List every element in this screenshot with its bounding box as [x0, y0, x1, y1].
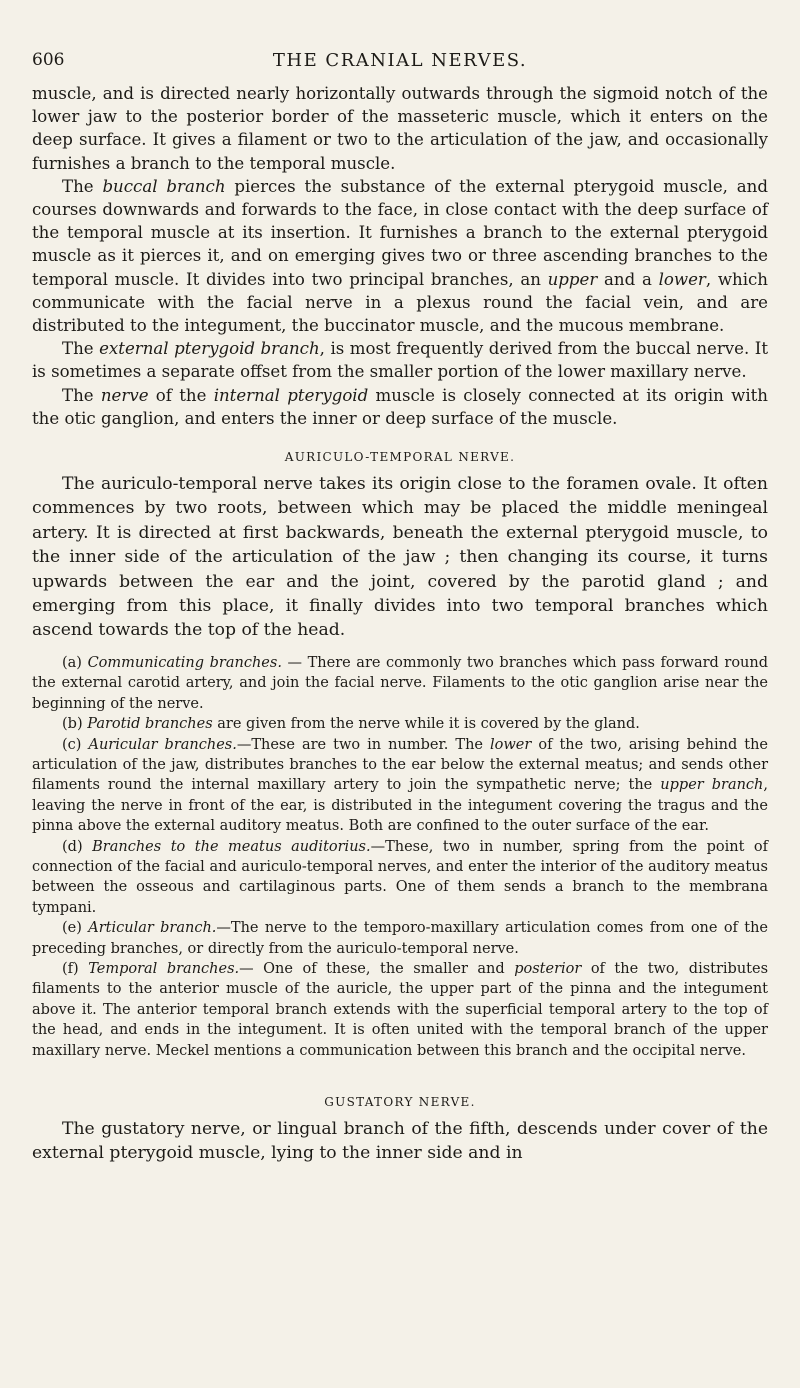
page [32, 50, 768, 1166]
gustatory-heading: GUSTATORY NERVE. [324, 1095, 476, 1110]
gustatory-intro: The gustatory nerve, or lingual branch of the fifth, descends under cover of the external pterygoid muscle, lying to the inner side and in [32, 1119, 768, 1164]
branch-e-paragraph: (e) Articular branch.—The nerve to the temporo-maxillary articulation comes from one of the preceding branches, or directly from the auriculo-temporal nerve. [32, 920, 768, 957]
masseteric-paragraph: muscle, and is directed nearly horizontally outwards through the sigmoid notch of the lower jaw to the posterior border of the masseteric muscle, which it enters on the deep surface. It gives a filament or two to the articulation of the jaw, and occasionally furnishes a branch to the temporal muscle. [32, 84, 768, 173]
branch-a-paragraph: (a) Communicating branches. — There are commonly two branches which pass forward round the external carotid artery, and join the facial nerve. Filaments to the otic ganglion arise near the beginning of the nerve. [32, 654, 769, 712]
internal-pterygoid-paragraph: The nerve of the internal pterygoid muscle is closely connected at its origin with the otic ganglion, and enters the inner or deep surface of the muscle. [32, 385, 768, 428]
auriculo-temporal-heading: AURICULO-TEMPORAL NERVE. [284, 450, 516, 465]
branch-b-paragraph: (b) Parotid branches are given from the nerve while it is covered by the gland. [62, 716, 640, 733]
branch-f-paragraph: (f) Temporal branches.— One of these, the smaller and posterior of the two, distributes filaments to the anterior muscle of the auricle, the upper part of the pinna and the integument above it. The anterior temporal branch extends with the superficial temporal artery to the top of the head, and ends in the integument. It is often united with the temporal branch of the upper maxillary nerve. Meckel mentions a communication between this branch and the occipital nerve. [32, 960, 769, 1059]
running-head: THE CRANIAL NERVES. [272, 50, 528, 71]
branch-c-paragraph: (c) Auricular branches.—These are two in number. The lower of the two, arising behind the articulation of the jaw, distributes branches to the ear below the external meatus; and sends other filaments round the internal maxillary artery to join the sympathetic nerve; the upper branch, leaving the nerve in front of the ear, is distributed in the integument covering the tragus and the pinna above the external auditory meatus. Both are confined to the outer surface of the ear. [32, 736, 769, 835]
external-pterygoid-term: external pterygoid branch [99, 339, 320, 359]
page-header [32, 50, 768, 82]
external-pterygoid-paragraph: The external pterygoid branch, is most frequently derived from the buccal nerve. It is sometimes a separate offset from the smaller portion of the lower maxillary nerve. [32, 339, 768, 382]
page-number: 606 [32, 50, 65, 70]
buccal-paragraph: The buccal branch pierces the substance of the external pterygoid muscle, and courses downwards and forwards to the face, in close contact with the deep surface of the temporal muscle at its insertion. It furnishes a branch to the external pterygoid muscle as it pierces it, and on emerging gives two or three ascending branches to the temporal muscle. It divides into two principal branches, an upper and a lower, which communicate with the facial nerve in a plexus round the facial vein, and are distributed to the integument, the buccinator muscle, and the mucous membrane. [32, 176, 768, 336]
auriculo-temporal-intro: The auriculo-temporal nerve takes its origin close to the foramen ovale. It often commences by two roots, between which may be placed the middle meningeal artery. It is directed at first backwards, beneath the external pterygoid muscle, to the inner side of the articulation of the jaw ; then changing its course, it turns upwards between the ear and the joint, covered by the parotid gland ; and emerging from this place, it finally divides into two temporal branches which ascend towards the top of the head. [32, 474, 768, 641]
internal-pterygoid-term: internal pterygoid [213, 385, 369, 405]
buccal-term: buccal branch [102, 176, 226, 196]
branch-d-paragraph: (d) Branches to the meatus auditorius.—These, two in number, spring from the point of connection of the facial and auriculo-temporal nerves, and enter the interior of the auditory meatus between the osseous and cartilaginous parts. One of them sends a branch to the membrana tympani. [32, 838, 769, 916]
